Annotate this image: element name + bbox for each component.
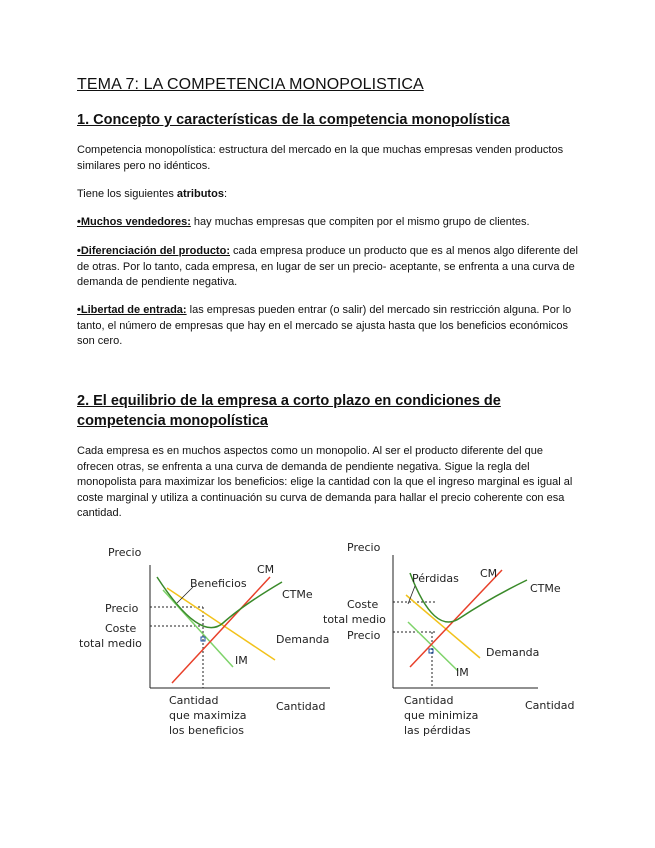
attribute-text: hay muchas empresas que compiten por el mismo grupo de clientes. <box>190 216 530 228</box>
attributes-word: atributos <box>176 188 224 200</box>
attributes-intro-text: Tiene los siguientes <box>77 188 177 200</box>
cm-label: CM <box>257 563 275 576</box>
y-axis-label: Precio <box>347 541 381 554</box>
cost-label: Coste <box>347 598 379 611</box>
ctme-label: CTMe <box>530 582 561 595</box>
cost-label: total medio <box>79 637 142 650</box>
quantity-label: que maximiza <box>169 709 247 722</box>
profit-diagram <box>75 535 345 745</box>
price-label: Precio <box>105 602 139 615</box>
cm-label: CM <box>480 567 498 580</box>
cost-label: total medio <box>323 613 386 626</box>
attribute-text: cada empresa produce un producto que es al menos algo diferente del de otras. Por lo tanto, cada empresa, en lugar de ser un precio- aceptante, se enfrenta a una curva de demanda de pendiente negativa. <box>77 245 578 288</box>
attribute-item <box>77 244 582 291</box>
im-label: IM <box>456 666 469 679</box>
attribute-label: •Libertad de entrada: <box>77 304 187 316</box>
ctme-label: CTMe <box>282 588 313 601</box>
attribute-item <box>77 303 582 350</box>
im-label: IM <box>235 654 248 667</box>
price-label: Precio <box>347 629 381 642</box>
quantity-label: Cantidad <box>404 694 454 707</box>
quantity-label: los beneficios <box>169 724 244 737</box>
attributes-intro <box>77 187 582 203</box>
im-curve <box>408 622 458 671</box>
demand-label: Demanda <box>486 646 540 659</box>
attributes-colon: : <box>223 188 227 200</box>
section2-paragraph: Cada empresa es en muchos aspectos como un monopolio. Al ser el producto diferente del que ofrecen otras, se enfrenta a una curva de demanda de pendiente negativa. Sigue la regla del monopolista para maximizar los beneficios: elige la cantidad con la que el ingreso marginal es igual al coste marginal y utiliza a continuación su curva de demanda para hallar el precio coherente con esa cantidad. <box>77 445 573 519</box>
y-axis-label: Precio <box>108 546 142 559</box>
demand-label: Demanda <box>276 633 330 646</box>
attribute-label: •Muchos vendedores: <box>77 216 191 228</box>
section1-heading: 1. Concepto y características de la competencia monopolística <box>77 112 510 128</box>
x-axis-label: Cantidad <box>525 699 575 712</box>
cost-label: Coste <box>105 622 137 635</box>
document-title: TEMA 7: LA COMPETENCIA MONOPOLISTICA <box>77 76 424 93</box>
perdidas-label: Pérdidas <box>412 572 459 585</box>
beneficios-label: Beneficios <box>190 577 247 590</box>
x-axis-label: Cantidad <box>276 700 326 713</box>
attribute-text: las empresas pueden entrar (o salir) del mercado sin restricción alguna. Por lo tanto, el número de empresas que hay en el mercado se ajusta hasta que los beneficios económicos son cero. <box>77 304 572 347</box>
quantity-label: Cantidad <box>169 694 219 707</box>
quantity-label: las pérdidas <box>404 724 471 737</box>
definition-paragraph: Competencia monopolística: estructura del mercado en la que muchas empresas venden productos similares pero no idénticos. <box>77 144 564 172</box>
loss-diagram <box>320 530 605 745</box>
attribute-label: •Diferenciación del producto: <box>77 245 230 257</box>
attribute-item <box>77 215 582 231</box>
section2-heading: 2. El equilibrio de la empresa a corto plazo en condiciones de competencia monopolística <box>77 393 501 429</box>
quantity-label: que minimiza <box>404 709 479 722</box>
